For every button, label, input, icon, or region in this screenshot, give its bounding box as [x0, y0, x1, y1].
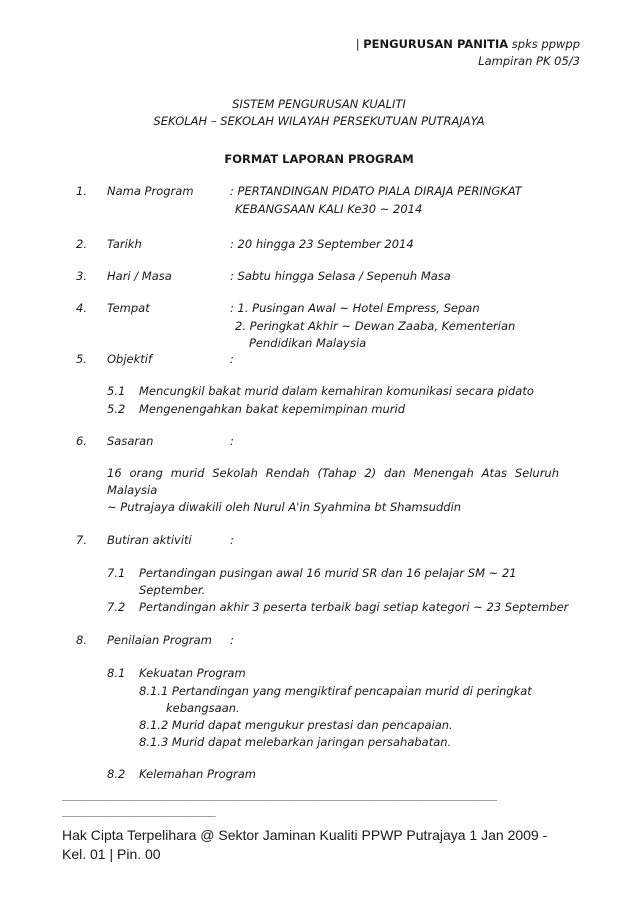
item-4-value: : 1. Pusingan Awal ~ Hotel Empress, Sepan	[230, 301, 480, 315]
item-8-1-number: 8.1	[107, 666, 126, 680]
item-4-value-2: 2. Peringkat Akhir ~ Dewan Zaaba, Kementerian	[235, 319, 516, 333]
item-2-value: : 20 hingga 23 September 2014	[230, 237, 414, 251]
item-8-1-2-text: 8.1.2 Murid dapat mengukur prestasi dan pencapaian.	[139, 718, 453, 732]
item-5-number: 5.	[76, 352, 87, 366]
item-7-2-text: Pertandingan akhir 3 peserta terbaik bagi setiap kategori ~ 23 September	[139, 600, 569, 614]
item-8-1-1-text-cont: kebangsaan.	[166, 701, 240, 715]
footer-version: Kel. 01 | Pin. 00	[62, 846, 161, 862]
header-attachment: Lampiran PK 05/3	[478, 54, 580, 68]
item-4-number: 4.	[76, 301, 87, 315]
item-6-colon: :	[230, 434, 234, 448]
header-org-suffix: spks ppwpp	[508, 37, 580, 51]
item-8-1-3-text: 8.1.3 Murid dapat melebarkan jaringan persahabatan.	[139, 735, 452, 749]
item-8-2-text: Kelemahan Program	[139, 767, 256, 781]
item-1-number: 1.	[76, 184, 87, 198]
item-3-number: 3.	[76, 269, 87, 283]
item-8-1-1-text: 8.1.1 Pertandingan yang mengiktiraf pencapaian murid di peringkat	[139, 684, 532, 698]
title-format: FORMAT LAPORAN PROGRAM	[224, 152, 414, 166]
item-7-label: Butiran aktiviti	[107, 533, 192, 547]
item-8-colon: :	[230, 633, 234, 647]
item-3-value: : Sabtu hingga Selasa / Sepenuh Masa	[230, 269, 451, 283]
header-org-name: PENGURUSAN PANITIA	[363, 37, 509, 51]
item-2-label: Tarikh	[107, 237, 142, 251]
item-5-1-number: 5.1	[107, 384, 126, 398]
item-8-1-text: Kekuatan Program	[139, 666, 246, 680]
title-system: SISTEM PENGURUSAN KUALITI	[232, 97, 406, 111]
item-8-number: 8.	[76, 633, 87, 647]
item-6-number: 6.	[76, 434, 87, 448]
item-5-colon: :	[230, 352, 234, 366]
footer-copyright: Hak Cipta Terpelihara @ Sektor Jaminan Kualiti PPWP Putrajaya 1 Jan 2009 -	[62, 827, 548, 843]
item-8-label: Penilaian Program	[107, 633, 212, 647]
item-1-value: : PERTANDINGAN PIDATO PIALA DIRAJA PERINGKAT	[230, 184, 522, 198]
item-2-number: 2.	[76, 237, 87, 251]
item-3-label: Hari / Masa	[107, 269, 172, 283]
item-7-2-number: 7.2	[107, 600, 126, 614]
item-7-1-text-cont: September.	[139, 583, 206, 597]
item-6-paragraph-line-1: 16 orang murid Sekolah Rendah (Tahap 2) dan Menengah Atas Seluruh	[107, 466, 559, 480]
item-5-2-number: 5.2	[107, 402, 126, 416]
title-schools: SEKOLAH – SEKOLAH WILAYAH PERSEKUTUAN PUTRAJAYA	[153, 114, 485, 128]
item-5-label: Objektif	[107, 352, 153, 366]
footer-rule-1: _______________________________________________________________________	[62, 788, 497, 801]
footer-rule-2: _________________________	[62, 804, 216, 817]
item-7-colon: :	[230, 533, 234, 547]
item-1-value-cont: KEBANGSAAN KALI Ke30 ~ 2014	[235, 202, 423, 216]
item-4-value-3: Pendidikan Malaysia	[249, 336, 367, 350]
item-6-paragraph-line-3: ~ Putrajaya diwakili oleh Nurul A'in Syahmina bt Shamsuddin	[107, 500, 462, 514]
item-7-1-number: 7.1	[107, 566, 126, 580]
header-prefix: |	[355, 37, 364, 51]
item-8-2-number: 8.2	[107, 767, 126, 781]
item-4-label: Tempat	[107, 301, 150, 315]
item-1-label: Nama Program	[107, 184, 194, 198]
item-6-label: Sasaran	[107, 434, 154, 448]
item-7-1-text: Pertandingan pusingan awal 16 murid SR dan 16 pelajar SM ~ 21	[139, 566, 517, 580]
item-5-2-text: Mengenengahkan bakat kepemimpinan murid	[139, 402, 406, 416]
item-6-paragraph-line-2: Malaysia	[107, 483, 158, 497]
item-7-number: 7.	[76, 533, 87, 547]
item-5-1-text: Mencungkil bakat murid dalam kemahiran komunikasi secara pidato	[139, 384, 534, 398]
header-org	[356, 36, 580, 53]
